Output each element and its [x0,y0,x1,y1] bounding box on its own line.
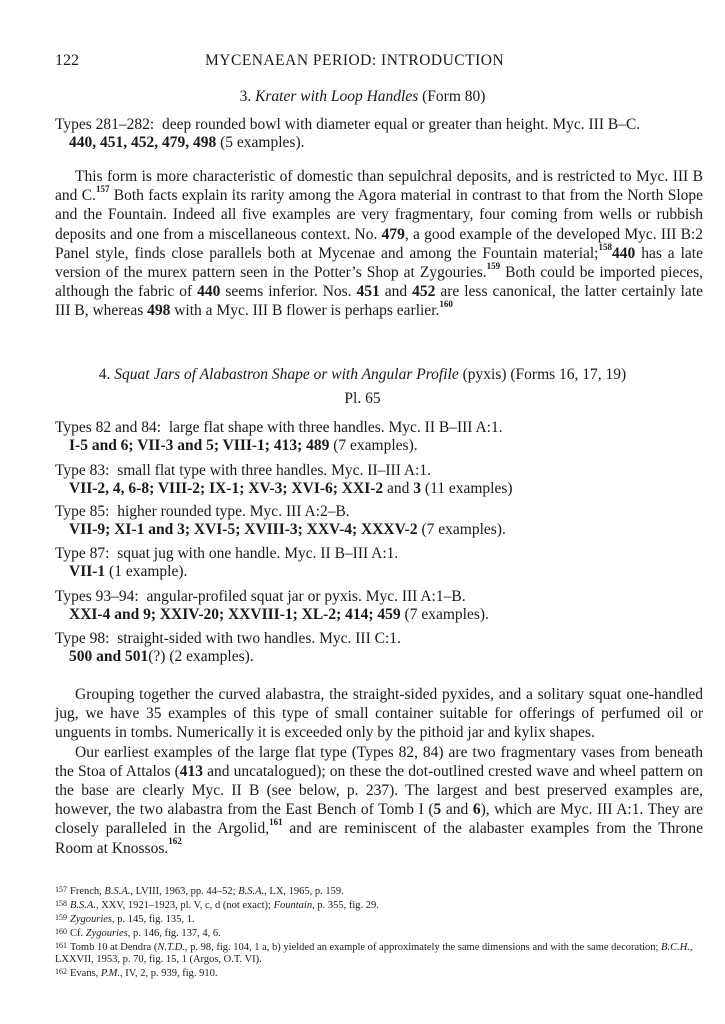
type-entry: Type 98: straight-sided with two handles. Myc. III C:1. 500 and 501(?) (2 examples). [55,630,401,665]
footnote-ref: 158 [598,241,612,252]
section-3-paragraph: This form is more characteristic of domestic than sepulchral deposits, and is restricted to Myc. III B and C.$^{157}$ Both facts explain its rarity among the Agora material in contrast to that from the North Slope and the Fountain. Indeed all five examples are very fragmentary, four coming from wells or rubbish deposits and one from a miscellaneous context. No. 479, a good example of the developed Myc. III B:2 Panel style, finds close parallels both at Mycenae and among the Fountain material;$^{158}$440 has a late version of the murex pattern seen in the Potter’s Shop at Zygouries.$^{159}$ Both could be imported pieces, although the fabric of 440 seems inferior. Nos. 451 and 452 are less canonical, the latter certainly late III B, whereas 498 with a Myc. III B flower is perhaps earlier.$^{160}$ [55,168,704,320]
type-entry: Type 83: small flat type with three handles. Myc. II–III A:1. VII-2, 4, 6-8; VIII-2; IX-1; XV-3; XVI-6; XXI-2 and 3 (11 examples) [55,462,513,497]
footnote-ref: 157 [95,184,110,195]
footnote: 159 Zygouries, p. 145, fig. 135, 1. [55,913,195,925]
footnote-ref: 160 [439,299,453,310]
section-4-paragraphs [55,685,703,858]
plate-reference: Pl. 65 [344,390,381,407]
section-title: Squat Jars of Alabastron Shape or with Angular Profile [114,366,459,383]
catalogue-refs: 440, 451, 452, 479, 498 [69,134,217,151]
section-title: Krater with Loop Handles [255,88,419,105]
paragraph: Grouping together the curved alabastra, the straight-sided pyxides, and a solitary squat one-handled jug, we have 35 examples of this type of small container suitable for offerings of perfumed oil or unguents in tombs. Numerically it is exceeded only by the pithoid jar and kylix shapes. [55,686,703,742]
type-entry: Types 82 and 84: large flat shape with three handles. Myc. II B–III A:1. I-5 and 6; VII-3 and 5; VIII-1; 413; 489 (7 examples). [55,419,503,454]
section-form: (pyxis) (Forms 16, 17, 19) [462,366,627,383]
footnote: 162 Evans, P.M., IV, 2, p. 939, fig. 910. [55,967,218,979]
type-label: Types 281–282: [55,116,155,133]
section-number: 4. [98,366,111,383]
example-count: (5 examples). [220,134,305,151]
section-form: (Form 80) [422,88,486,105]
type-entry: Types 93–94: angular-profiled squat jar or pyxis. Myc. III A:1–B. XXI-4 and 9; XXIV-20; XXVIII-1; XL-2; 414; 459 (7 examples). [55,588,489,623]
paragraph: Our earliest examples of the large flat type (Types 82, 84) are two fragmentary vases from beneath the Stoa of Attalos (413 and uncatalogued); on these the dot-outlined crested wave and wheel pattern on the base are clearly Myc. II B (see below, p. 237). The largest and best preserved examples are, however, the two alabastra from the East Bench of Tomb I (5 and 6), which are Myc. III A:1. They are closely paralleled in the Argolid,$^{161}$ and are reminiscent of the alabaster examples from the Throne Room at Knossos.$^{162}$ [55,743,703,857]
footnote: 161 Tomb 10 at Dendra (N.T.D., p. 98, fig. 104, 1 a, b) yielded an example of approximately the same dimensions and with the same decoration; B.C.H., LXXVII, 1953, p. 70, fig. 15, 1 (Argos, O.T. VI). [55,941,693,965]
running-header [0,52,725,72]
catalogue-refs: VII-9; XI-1 and 3; XVI-5; XVIII-3; XXV-4; XXXV-2 [69,521,418,538]
page-number: 122 [55,52,79,69]
running-title: MYCENAEAN PERIOD: INTRODUCTION [205,52,505,69]
type-entry [55,116,695,152]
catalogue-refs: 500 and 501 [69,648,149,665]
type-entry: Type 85: higher rounded type. Myc. III A:2–B. VII-9; XI-1 and 3; XVI-5; XVIII-3; XXV-4; XXXV-2 (7 examples). [55,503,506,538]
footnotes [55,884,705,980]
catalogue-refs: VII-1 [69,563,106,580]
footnote-ref: 159 [486,260,501,271]
type-description: deep rounded bowl with diameter equal or greater than height. Myc. III B–C. [161,116,641,133]
footnote: 157 French, B.S.A., LVIII, 1963, pp. 44–52; B.S.A., LX, 1965, p. 159. [55,885,344,897]
footnote: 160 Cf. Zygouries, p. 146, fig. 137, 4, 6. [55,927,221,939]
catalogue-refs: I-5 and 6; VII-3 and 5; VIII-1; 413; 489 [69,437,330,454]
section-3-heading [0,88,725,106]
type-entry: Type 87: squat jug with one handle. Myc. II B–III A:1. VII-1 (1 example). [55,545,399,580]
footnote-ref: 161 [269,817,283,828]
footnote: 158 B.S.A., XXV, 1921–1923, pl. V, c, d (not exact); Fountain, p. 355, fig. 29. [55,899,379,911]
section-4-heading [0,366,725,384]
catalogue-refs: XXI-4 and 9; XXIV-20; XXVIII-1; XL-2; 414; 459 [69,606,401,623]
section-number: 3. [239,88,252,105]
footnote-ref: 162 [168,836,182,847]
catalogue-refs: VII-2, 4, 6-8; VIII-2; IX-1; XV-3; XVI-6; XXI-2 [69,480,384,497]
